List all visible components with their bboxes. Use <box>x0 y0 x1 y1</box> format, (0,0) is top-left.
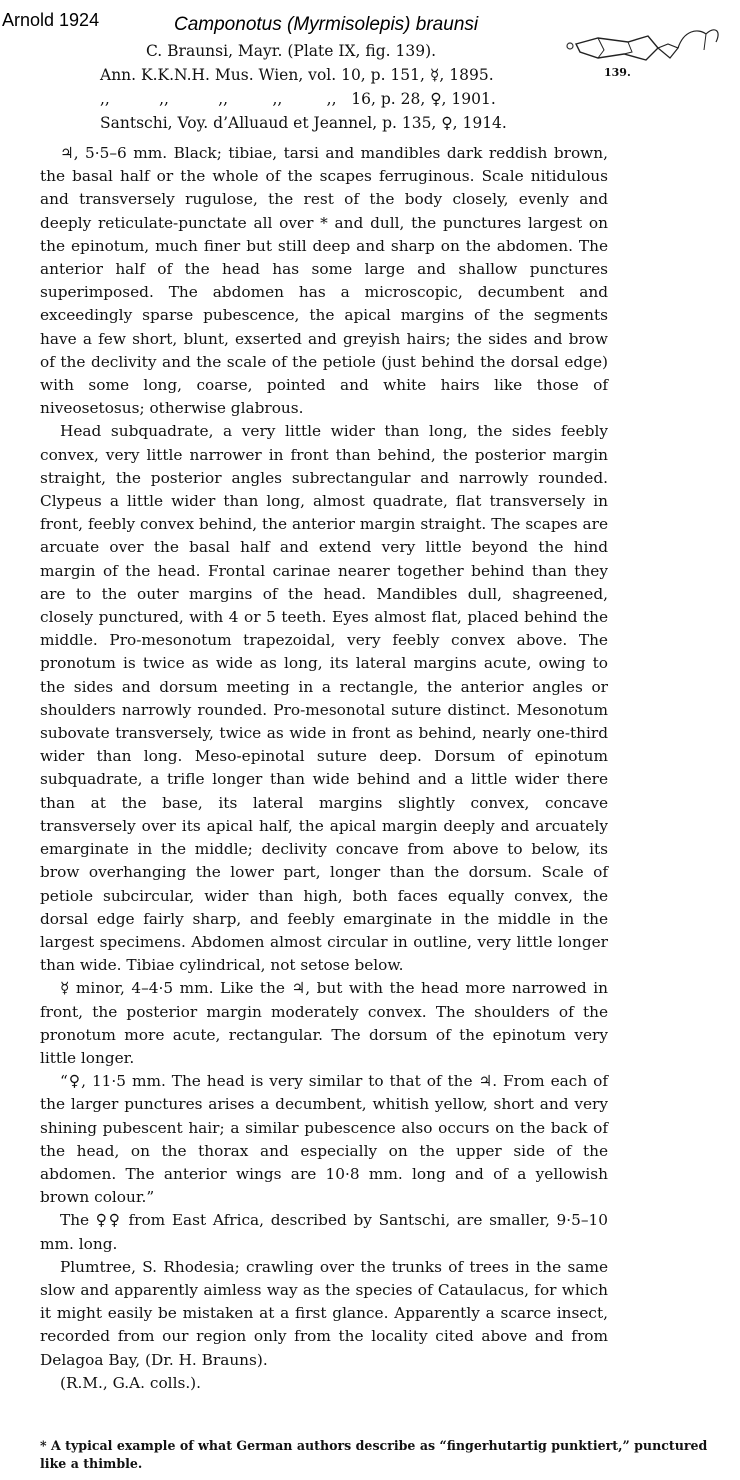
species-title: Camponotus (Myrmisolepis) braunsi <box>174 14 479 35</box>
paragraph-collections: (R.M., G.A. colls.). <box>60 1373 202 1392</box>
main-text <box>40 142 608 1395</box>
citation-line-2: Ann. K.K.N.H. Mus. Wien, vol. 10, p. 151, ☿, 1895. <box>100 66 494 84</box>
source-label: Arnold 1924 <box>2 10 100 30</box>
paragraph-minor-worker: ☿ minor, 4–4·5 mm. Like the ♃, but with the head more narrowed in front, the posterior margin moderately convex. The shoulders of the pronotum more acute, rectangular. The dorsum of the epinotum very little longer. <box>40 979 608 1067</box>
paragraph-east-africa: The ♀♀ from East Africa, described by Santschi, are smaller, 9·5–10 mm. long. <box>40 1211 608 1253</box>
citation-line-1: C. Braunsi, Mayr. (Plate IX, fig. 139). <box>146 42 437 60</box>
footnote: * A typical example of what German authors describe as “fingerhutartig punktiert,” punctured like a thimble. <box>40 1438 708 1471</box>
citation-line-3: ,, ,, ,, ,, ,, 16, p. 28, ♀, 1901. <box>100 90 496 108</box>
paragraph-locality: Plumtree, S. Rhodesia; crawling over the trunks of trees in the same slow and apparently aimless way as the species of Cataulacus, for which it might easily be mistaken at a first glance. Apparently a scarce insect, recorded from our region only from the locality cited above and from Delagoa Bay, (Dr. H. Brauns). <box>40 1257 608 1369</box>
ant-petiole-figure-icon <box>558 20 728 82</box>
paragraph-female: “♀, 11·5 mm. The head is very similar to that of the ♃. From each of the larger punctures arises a decumbent, whitish yellow, short and very shining pubescent hair; a similar pubescence also occurs on the back of the head, on the thorax and especially on the upper side of the abdomen. The anterior wings are 10·8 mm. long and of a yellowish brown colour.” <box>40 1072 608 1207</box>
figure-number: 139. <box>604 66 631 79</box>
citation-line-4: Santschi, Voy. d’Alluaud et Jeannel, p. 135, ♀, 1914. <box>100 114 507 132</box>
paragraph-head-description: Head subquadrate, a very little wider than long, the sides feebly convex, very little narrower in front than behind, the posterior margin straight, the posterior angles subrectangular and narrowly rounded. Clypeus a little wider than long, almost quadrate, flat transversely in front, feebly convex behind, the anterior margin straight. The scapes are arcuate over the basal half and extend very little beyond the hind margin of the head. Frontal carinae nearer together behind than they are to the outer margins of the head. Mandibles dull, shagreened, closely punctured, with 4 or 5 teeth. Eyes almost flat, placed behind the middle. Pro-mesonotum trapezoidal, very feebly convex above. The pronotum is twice as wide as long, its lateral margins acute, owing to the sides and dorsum meeting in a rectangle, the anterior angles or shoulders narrowly rounded. Pro-mesonotal suture distinct. Mesonotum subovate transversely, twice as wide in front as behind, nearly one-third wider than long. Meso-epinotal suture deep. Dorsum of epinotum subquadrate, a trifle longer than wide behind and a little wider there than at the base, its lateral margins slightly convex, concave transversely over its apical half, the apical margin deeply and arcuately emarginate in the middle; declivity concave from above to below, its brow overhanging the lower part, longer than the dorsum. Scale of petiole subcircular, wider than high, both faces equally convex, the dorsal edge fairly sharp, and feebly emarginate in the middle in the largest specimens. Abdomen almost circular in outline, very little longer than wide. Tibiae cylindrical, not setose below. <box>40 422 608 975</box>
paragraph-major-worker: ♃, 5·5–6 mm. Black; tibiae, tarsi and mandibles dark reddish brown, the basal half or the whole of the scapes ferruginous. Scale nitidulous and transversely rugulose, the rest of the body closely, evenly and deeply reticulate-punctate all over * and dull, the punctures largest on the epinotum, much finer but still deep and sharp on the abdomen. The anterior half of the head has some large and shallow punctures superimposed. The abdomen has a microscopic, decumbent and exceedingly sparse pubescence, the apical margins of the segments have a few short, blunt, exserted and greyish hairs; the sides and brow of the declivity and the scale of the petiole (just behind the dorsal edge) with some long, coarse, pointed and white hairs like those of niveosetosus; otherwise glabrous. <box>40 144 608 418</box>
